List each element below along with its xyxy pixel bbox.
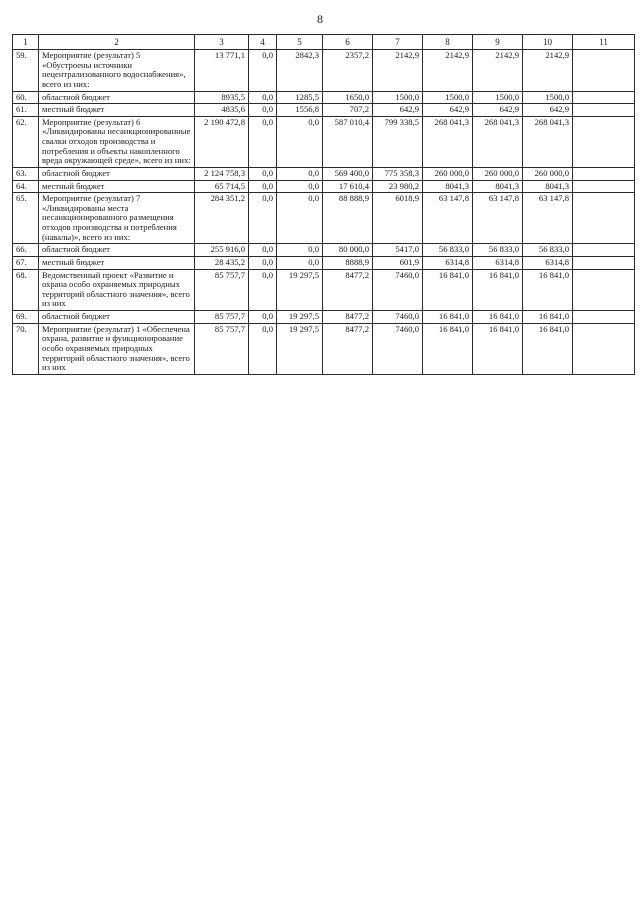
row-number-cell: 61. [13, 104, 39, 117]
value-cell: 2842,3 [277, 50, 323, 92]
value-cell: 8888,9 [323, 256, 373, 269]
value-cell: 0,0 [277, 256, 323, 269]
value-cell: 88 888,9 [323, 193, 373, 244]
column-header: 3 [195, 35, 249, 50]
value-cell: 707,2 [323, 104, 373, 117]
row-description-cell: областной бюджет [39, 91, 195, 104]
value-cell: 16 841,0 [423, 311, 473, 324]
value-cell: 2142,9 [473, 50, 523, 92]
value-cell: 268 041,3 [423, 116, 473, 167]
value-cell [573, 269, 635, 311]
value-cell [573, 50, 635, 92]
value-cell: 0,0 [249, 167, 277, 180]
value-cell: 2142,9 [373, 50, 423, 92]
value-cell: 0,0 [249, 256, 277, 269]
value-cell: 0,0 [249, 180, 277, 193]
value-cell: 1500,0 [423, 91, 473, 104]
value-cell: 0,0 [249, 104, 277, 117]
value-cell [573, 323, 635, 374]
budget-table [12, 34, 635, 375]
value-cell: 16 841,0 [473, 323, 523, 374]
value-cell: 0,0 [277, 167, 323, 180]
value-cell: 16 841,0 [423, 323, 473, 374]
row-number-cell: 70. [13, 323, 39, 374]
value-cell: 260 000,0 [523, 167, 573, 180]
table-row [13, 269, 635, 311]
value-cell: 28 435,2 [195, 256, 249, 269]
value-cell: 0,0 [249, 244, 277, 257]
table-row [13, 167, 635, 180]
row-description-cell: областной бюджет [39, 244, 195, 257]
column-header: 2 [39, 35, 195, 50]
value-cell: 56 833,0 [473, 244, 523, 257]
value-cell: 0,0 [249, 269, 277, 311]
value-cell: 775 358,3 [373, 167, 423, 180]
row-number-cell: 64. [13, 180, 39, 193]
value-cell: 16 841,0 [523, 323, 573, 374]
table-row [13, 91, 635, 104]
value-cell: 260 000,0 [423, 167, 473, 180]
row-number-cell: 60. [13, 91, 39, 104]
value-cell: 0,0 [249, 323, 277, 374]
value-cell: 8935,5 [195, 91, 249, 104]
value-cell: 601,9 [373, 256, 423, 269]
value-cell: 85 757,7 [195, 323, 249, 374]
value-cell [573, 256, 635, 269]
value-cell: 8477,2 [323, 323, 373, 374]
value-cell: 268 041,3 [473, 116, 523, 167]
row-number-cell: 63. [13, 167, 39, 180]
value-cell: 0,0 [277, 244, 323, 257]
value-cell: 2 124 758,3 [195, 167, 249, 180]
row-number-cell: 67. [13, 256, 39, 269]
value-cell [573, 311, 635, 324]
value-cell: 63 147,8 [473, 193, 523, 244]
value-cell [573, 180, 635, 193]
value-cell: 6314,8 [523, 256, 573, 269]
value-cell: 8041,3 [473, 180, 523, 193]
table-body [13, 50, 635, 375]
value-cell: 6314,8 [473, 256, 523, 269]
row-description-cell: местный бюджет [39, 104, 195, 117]
value-cell: 1556,8 [277, 104, 323, 117]
column-header: 7 [373, 35, 423, 50]
value-cell: 5417,0 [373, 244, 423, 257]
value-cell [573, 167, 635, 180]
value-cell: 17 610,4 [323, 180, 373, 193]
column-header: 5 [277, 35, 323, 50]
header-row [13, 35, 635, 50]
table-row [13, 116, 635, 167]
table-row [13, 193, 635, 244]
value-cell: 0,0 [277, 180, 323, 193]
table-row [13, 311, 635, 324]
value-cell: 16 841,0 [473, 269, 523, 311]
row-description-cell: областной бюджет [39, 167, 195, 180]
value-cell: 7460,0 [373, 311, 423, 324]
column-header: 6 [323, 35, 373, 50]
value-cell: 7460,0 [373, 323, 423, 374]
value-cell: 56 833,0 [523, 244, 573, 257]
value-cell [573, 193, 635, 244]
value-cell: 8041,3 [423, 180, 473, 193]
value-cell: 642,9 [373, 104, 423, 117]
value-cell: 1285,5 [277, 91, 323, 104]
value-cell: 65 714,5 [195, 180, 249, 193]
value-cell: 85 757,7 [195, 269, 249, 311]
value-cell: 642,9 [523, 104, 573, 117]
row-description-cell: Мероприятие (результат) 7 «Ликвидированы места несанкционированного размещения отходов производства и потребления (навалы)», всего из них: [39, 193, 195, 244]
value-cell: 16 841,0 [473, 311, 523, 324]
value-cell: 260 000,0 [473, 167, 523, 180]
value-cell: 8041,3 [523, 180, 573, 193]
value-cell: 0,0 [249, 116, 277, 167]
value-cell: 19 297,5 [277, 269, 323, 311]
row-description-cell: Ведомственный проект «Развитие и охрана особо охраняемых природных территорий областного значения», всего из них [39, 269, 195, 311]
row-description-cell: Мероприятие (результат) 1 «Обеспечена охрана, развитие и функционирование особо охраняемых природных территорий областного значения», всего из них [39, 323, 195, 374]
value-cell [573, 104, 635, 117]
value-cell: 569 400,0 [323, 167, 373, 180]
row-description-cell: Мероприятие (результат) 5 «Обустроены источники нецентрализованного водоснабжения», всего из них: [39, 50, 195, 92]
value-cell: 16 841,0 [423, 269, 473, 311]
value-cell: 0,0 [249, 91, 277, 104]
row-description-cell: Мероприятие (результат) 6 «Ликвидированы несанкционированные свалки отходов производства и потребления и объекты накопленного вреда окружающей среде», всего из них: [39, 116, 195, 167]
value-cell: 284 351,2 [195, 193, 249, 244]
value-cell: 16 841,0 [523, 311, 573, 324]
value-cell: 799 338,5 [373, 116, 423, 167]
row-number-cell: 66. [13, 244, 39, 257]
table-row [13, 180, 635, 193]
value-cell: 63 147,8 [523, 193, 573, 244]
value-cell: 0,0 [249, 193, 277, 244]
value-cell: 19 297,5 [277, 311, 323, 324]
table-row [13, 50, 635, 92]
row-number-cell: 59. [13, 50, 39, 92]
value-cell: 63 147,8 [423, 193, 473, 244]
value-cell: 4835,6 [195, 104, 249, 117]
value-cell: 2357,2 [323, 50, 373, 92]
value-cell: 255 916,0 [195, 244, 249, 257]
value-cell [573, 91, 635, 104]
value-cell: 587 010,4 [323, 116, 373, 167]
table-row [13, 104, 635, 117]
value-cell: 8477,2 [323, 269, 373, 311]
value-cell: 2142,9 [423, 50, 473, 92]
value-cell: 6018,9 [373, 193, 423, 244]
table-row [13, 323, 635, 374]
value-cell: 0,0 [277, 116, 323, 167]
row-number-cell: 62. [13, 116, 39, 167]
row-description-cell: местный бюджет [39, 256, 195, 269]
value-cell: 13 771,1 [195, 50, 249, 92]
value-cell: 2142,9 [523, 50, 573, 92]
row-number-cell: 68. [13, 269, 39, 311]
value-cell [573, 116, 635, 167]
value-cell: 1500,0 [473, 91, 523, 104]
column-header: 1 [13, 35, 39, 50]
value-cell: 2 190 472,8 [195, 116, 249, 167]
column-header: 4 [249, 35, 277, 50]
column-header: 10 [523, 35, 573, 50]
value-cell: 85 757,7 [195, 311, 249, 324]
value-cell: 6314,8 [423, 256, 473, 269]
value-cell: 8477,2 [323, 311, 373, 324]
value-cell: 0,0 [277, 193, 323, 244]
value-cell: 642,9 [423, 104, 473, 117]
table-row [13, 256, 635, 269]
value-cell: 1500,0 [523, 91, 573, 104]
row-description-cell: областной бюджет [39, 311, 195, 324]
column-header: 9 [473, 35, 523, 50]
value-cell: 0,0 [249, 50, 277, 92]
value-cell: 19 297,5 [277, 323, 323, 374]
value-cell: 642,9 [473, 104, 523, 117]
row-description-cell: местный бюджет [39, 180, 195, 193]
page-number: 8 [317, 12, 323, 26]
value-cell: 7460,0 [373, 269, 423, 311]
value-cell: 1650,0 [323, 91, 373, 104]
value-cell: 23 980,2 [373, 180, 423, 193]
row-number-cell: 69. [13, 311, 39, 324]
value-cell: 16 841,0 [523, 269, 573, 311]
value-cell: 1500,0 [373, 91, 423, 104]
column-header: 8 [423, 35, 473, 50]
value-cell [573, 244, 635, 257]
value-cell: 56 833,0 [423, 244, 473, 257]
value-cell: 80 000,0 [323, 244, 373, 257]
value-cell: 0,0 [249, 311, 277, 324]
row-number-cell: 65. [13, 193, 39, 244]
table-row [13, 244, 635, 257]
value-cell: 268 041,3 [523, 116, 573, 167]
column-header: 11 [573, 35, 635, 50]
